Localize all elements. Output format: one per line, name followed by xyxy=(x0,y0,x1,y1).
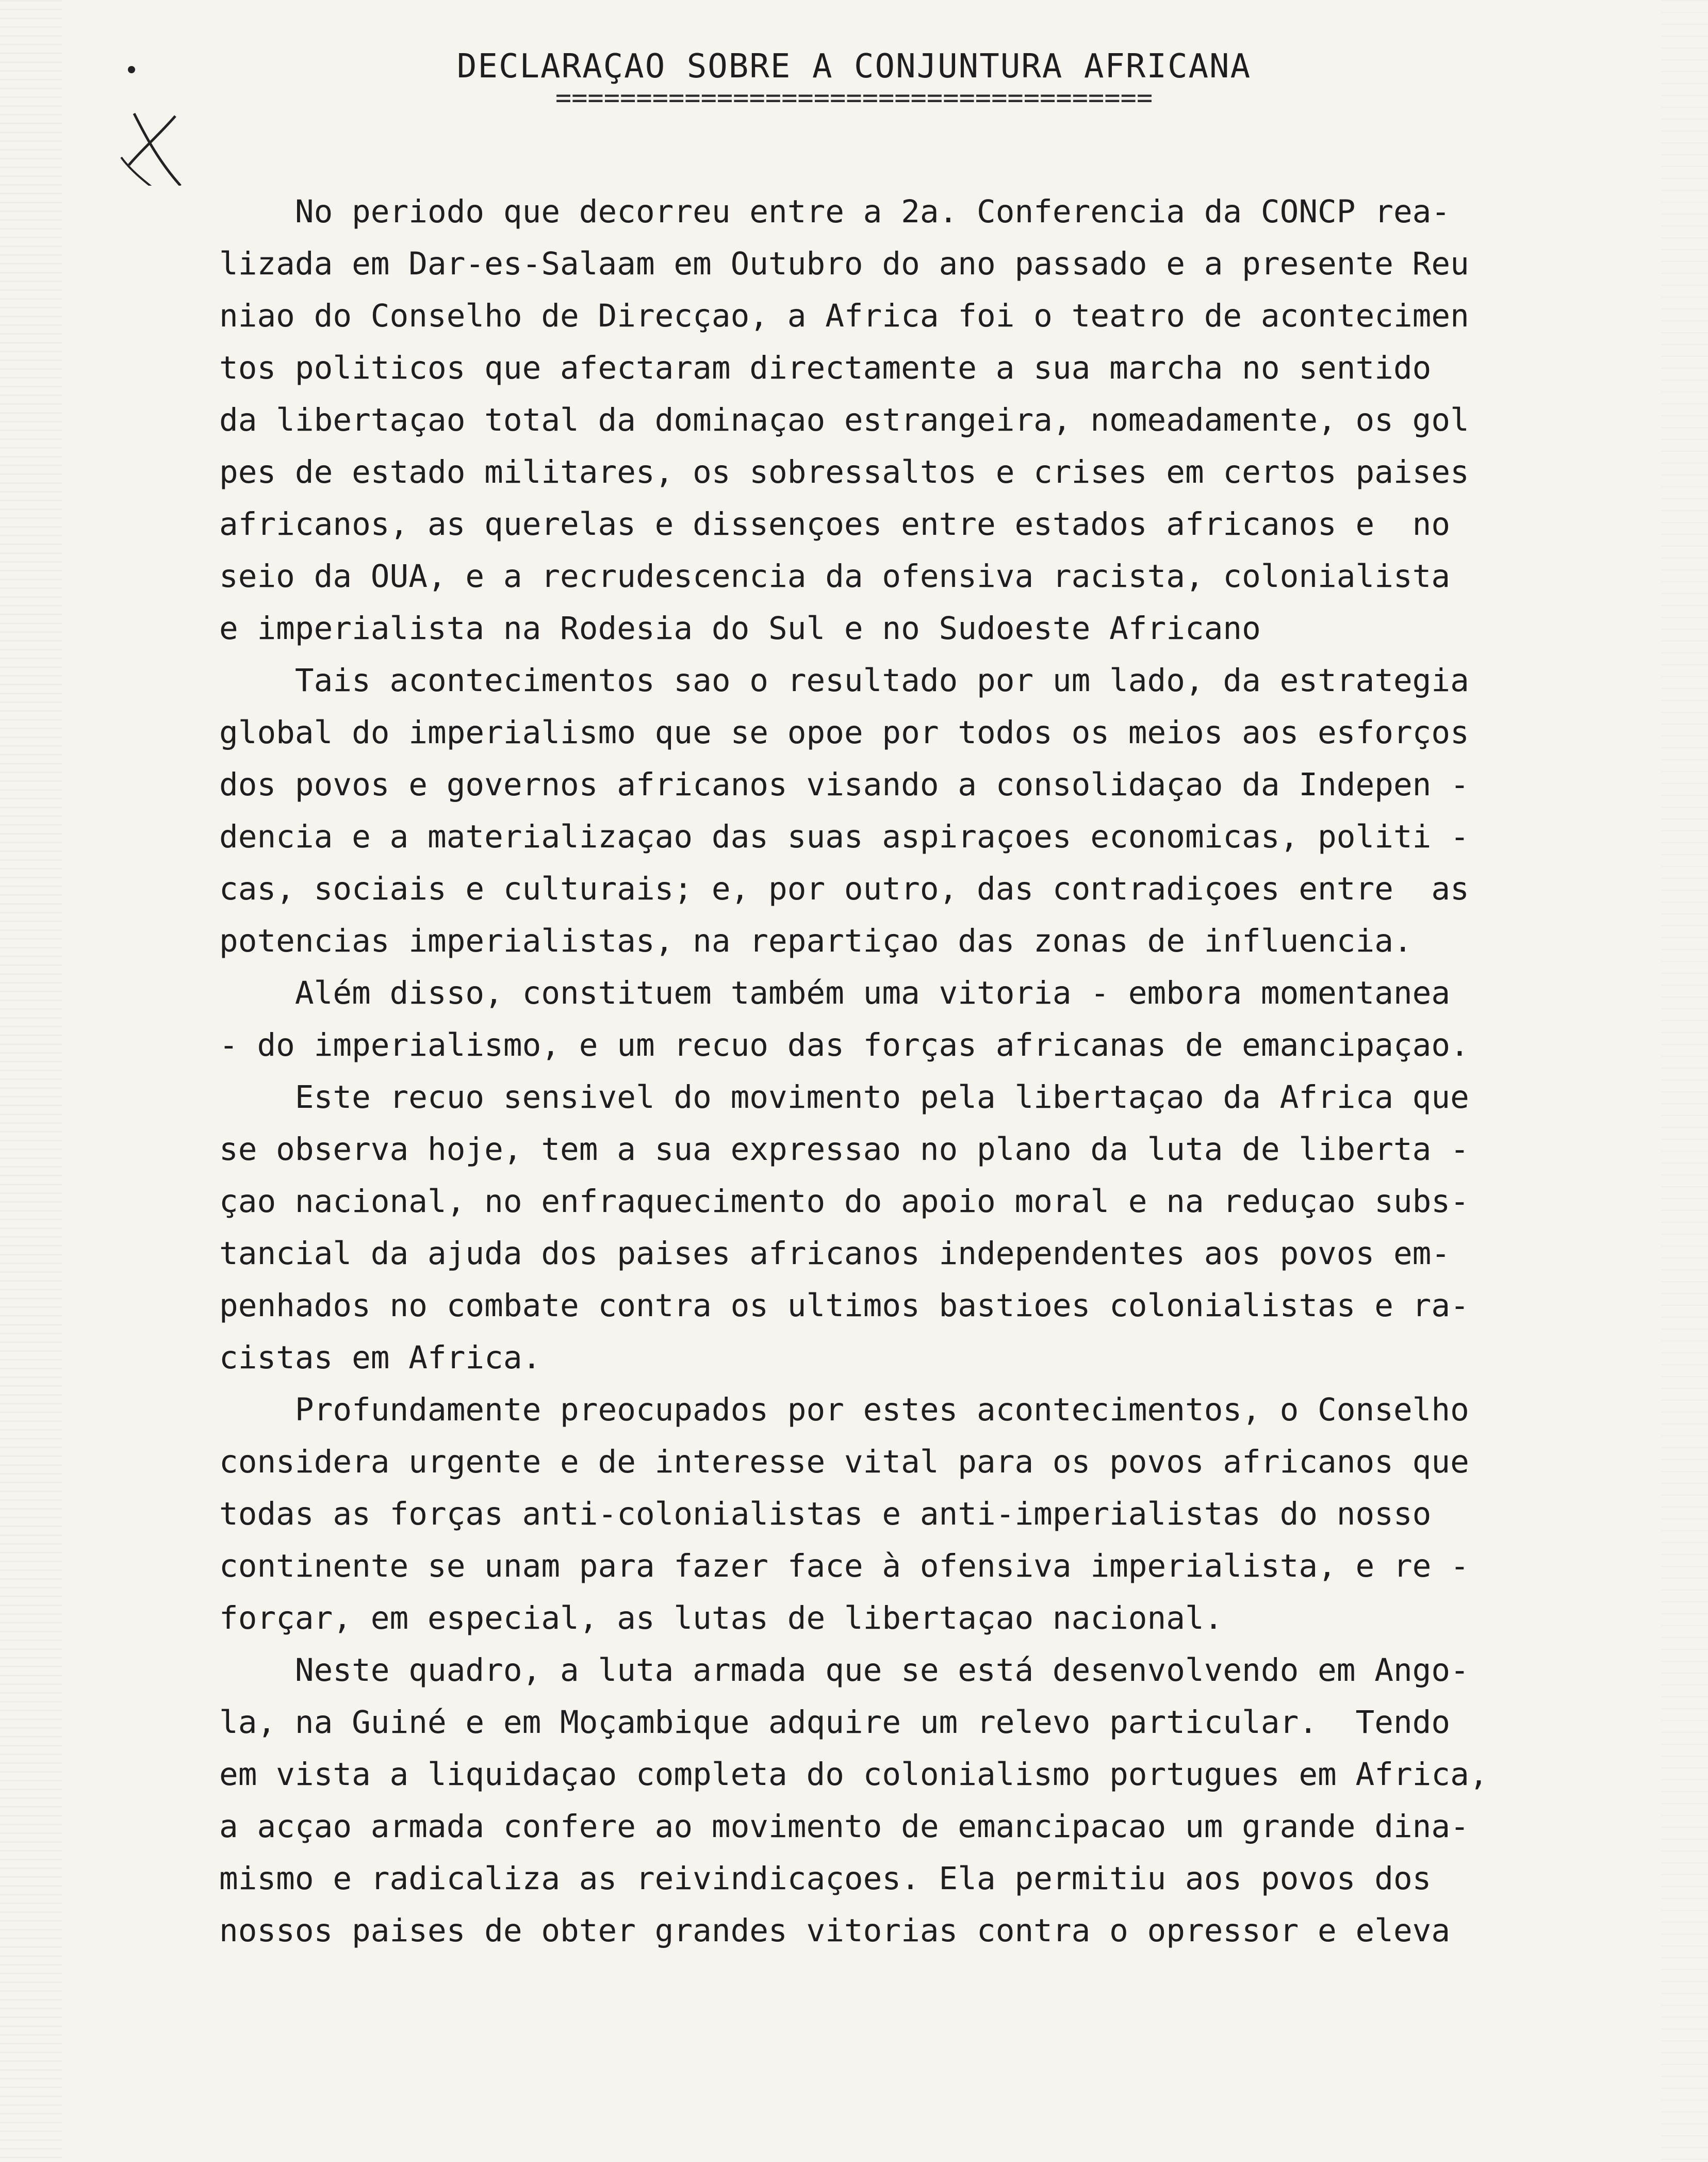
text-line: e imperialista na Rodesia do Sul e no Sudoeste Africano xyxy=(219,610,1261,647)
text-line: todas as forças anti-colonialistas e anti-imperialistas do nosso xyxy=(219,1496,1432,1532)
text-line: pes de estado militares, os sobressaltos e crises em certos paises xyxy=(219,454,1469,490)
title-underline: ===================================== xyxy=(555,83,1153,113)
text-line: - do imperialismo, e um recuo das forças africanas de emancipaçao. xyxy=(219,1027,1469,1063)
text-line: cistas em Africa. xyxy=(219,1339,541,1376)
text-line: da libertaçao total da dominaçao estrangeira, nomeadamente, os gol xyxy=(219,402,1469,438)
text-line: continente se unam para fazer face à ofensiva imperialista, e re - xyxy=(219,1548,1469,1584)
text-line: No periodo que decorreu entre a 2a. Conferencia da CONCP rea- xyxy=(219,193,1451,230)
document-title: DECLARAÇAO SOBRE A CONJUNTURA AFRICANA xyxy=(456,47,1252,86)
text-line: global do imperialismo que se opoe por todos os meios aos esforços xyxy=(219,714,1469,751)
text-line: mismo e radicaliza as reivindicaçoes. Ela permitiu aos povos dos xyxy=(219,1860,1432,1897)
text-line: niao do Conselho de Direcçao, a Africa foi o teatro de acontecimen xyxy=(219,298,1469,334)
text-line: dos povos e governos africanos visando a consolidaçao da Indepen - xyxy=(219,766,1469,803)
text-line: em vista a liquidaçao completa do colonialismo portugues em Africa, xyxy=(219,1756,1488,1793)
text-line: cas, sociais e culturais; e, por outro, das contradiçoes entre as xyxy=(219,871,1469,907)
text-line: tos politicos que afectaram directamente a sua marcha no sentido xyxy=(219,350,1432,386)
body-text xyxy=(219,186,1643,1957)
text-line: penhados no combate contra os ultimos bastioes colonialistas e ra- xyxy=(219,1287,1469,1324)
text-line: considera urgente e de interesse vital para os povos africanos que xyxy=(219,1444,1469,1480)
text-line: Além disso, constituem também uma vitoria - embora momentanea xyxy=(219,975,1451,1011)
text-line: forçar, em especial, as lutas de libertaçao nacional. xyxy=(219,1600,1223,1636)
text-line: çao nacional, no enfraquecimento do apoio moral e na reduçao subs- xyxy=(219,1183,1469,1220)
text-line: lizada em Dar-es-Salaam em Outubro do ano passado e a presente Reu xyxy=(219,245,1469,282)
scan-edge-left xyxy=(0,0,62,2162)
text-line: se observa hoje, tem a sua expressao no plano da luta de liberta - xyxy=(219,1131,1469,1168)
text-line: Profundamente preocupados por estes acontecimentos, o Conselho xyxy=(219,1391,1469,1428)
text-line: Neste quadro, a luta armada que se está desenvolvendo em Ango- xyxy=(219,1652,1469,1689)
text-line: Este recuo sensivel do movimento pela libertaçao da Africa que xyxy=(219,1079,1469,1116)
text-line: la, na Guiné e em Moçambique adquire um relevo particular. Tendo xyxy=(219,1704,1451,1741)
text-line: tancial da ajuda dos paises africanos independentes aos povos em- xyxy=(219,1235,1451,1272)
text-line: Tais acontecimentos sao o resultado por um lado, da estrategia xyxy=(219,662,1469,699)
text-line: seio da OUA, e a recrudescencia da ofensiva racista, colonialista xyxy=(219,558,1451,595)
text-line: potencias imperialistas, na repartiçao das zonas de influencia. xyxy=(219,923,1413,959)
text-line: dencia e a materializaçao das suas aspiraçoes economicas, politi - xyxy=(219,818,1469,855)
text-line: nossos paises de obter grandes vitorias contra o opressor e eleva xyxy=(219,1912,1451,1949)
text-line: a acçao armada confere ao movimento de emancipacao um grande dina- xyxy=(219,1808,1469,1845)
scan-edge-right xyxy=(1662,0,1708,2162)
text-line: africanos, as querelas e dissençoes entre estados africanos e no xyxy=(219,506,1451,543)
